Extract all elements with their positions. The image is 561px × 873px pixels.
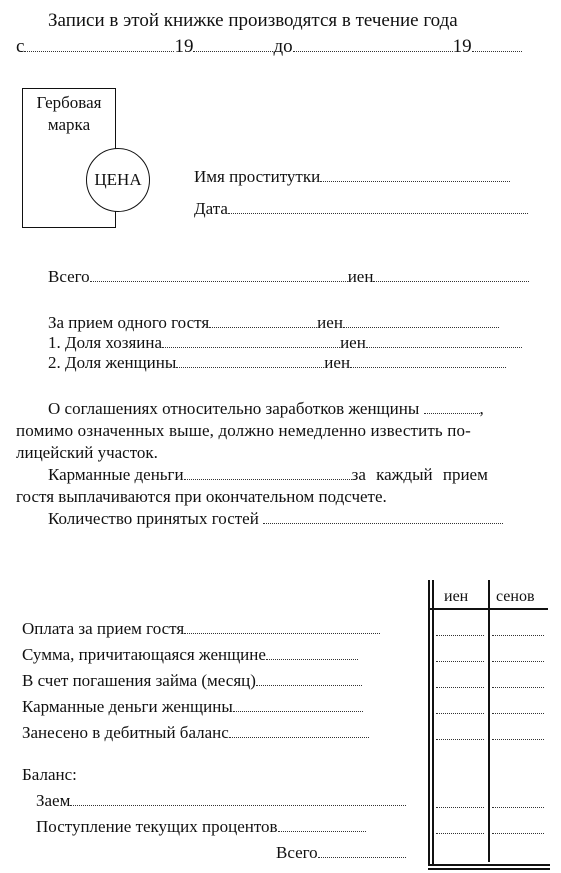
header-year-1: 19 [174,36,194,57]
guests-count-row: Количество принятых гостей [48,508,503,530]
total-row: Всего иен [48,266,529,288]
cell-sen [492,832,544,834]
header-from: с [16,36,25,57]
table-row: Карманные деньги женщины [22,696,363,718]
header-line-2 [16,36,522,58]
table-header-rule [430,608,548,610]
paragraph-1-line-3: лицейский участок. [16,443,158,462]
price-circle: ЦЕНА [86,148,150,212]
table-row: В счет погашения займа (месяц) [22,670,362,692]
paragraph-1-line-2: помимо означенных выше, должно немедленно известить по- [16,421,471,440]
table-row: Занесено в дебитный баланс [22,722,369,744]
cell-sen [492,806,544,808]
cell-yen [436,738,484,740]
cell-sen [492,738,544,740]
paragraph-2-line-2: гостя выплачиваются при окончательном подсчете. [16,487,387,506]
owner-share-row: 1. Доля хозяина иен [48,332,522,354]
table-divider-left-1 [428,580,430,866]
cell-yen [436,832,484,834]
cell-yen [436,634,484,636]
balance-total-row: Всего [276,842,406,864]
cell-sen [492,660,544,662]
field-name: Имя проститутки [194,166,510,188]
cell-yen [436,660,484,662]
woman-share-row: 2. Доля женщины иен [48,352,506,374]
paragraph-2-line-1: Карманные деньги за каждый прием [48,465,488,484]
cell-yen [436,686,484,688]
balance-label: Баланс: [22,765,77,784]
table-bottom-rule-2 [428,868,550,870]
cell-yen [436,712,484,714]
column-yen: иен [444,588,469,605]
cell-sen [492,712,544,714]
balance-row: Заем [36,790,406,812]
table-divider-middle [488,580,490,862]
header-line-1: Записи в этой книжке производятся в течение года [48,10,458,31]
header-to: до [273,36,293,57]
cell-sen [492,634,544,636]
per-guest-row: За прием одного гостя иен [48,312,499,334]
table-row: Оплата за прием гостя [22,618,380,640]
header-year-2: 19 [452,36,472,57]
paragraph-1-line-1: О соглашениях относительно заработков женщины , [48,399,484,418]
cell-yen [436,806,484,808]
field-date: Дата [194,198,528,220]
table-divider-left-2 [432,580,434,866]
table-bottom-rule-1 [428,864,550,866]
cell-sen [492,686,544,688]
balance-row: Поступление текущих процентов [36,816,366,838]
table-row: Сумма, причитающаяся женщине [22,644,358,666]
column-sen: сенов [496,588,535,605]
revenue-stamp-label: Гербовая марка [36,93,102,134]
